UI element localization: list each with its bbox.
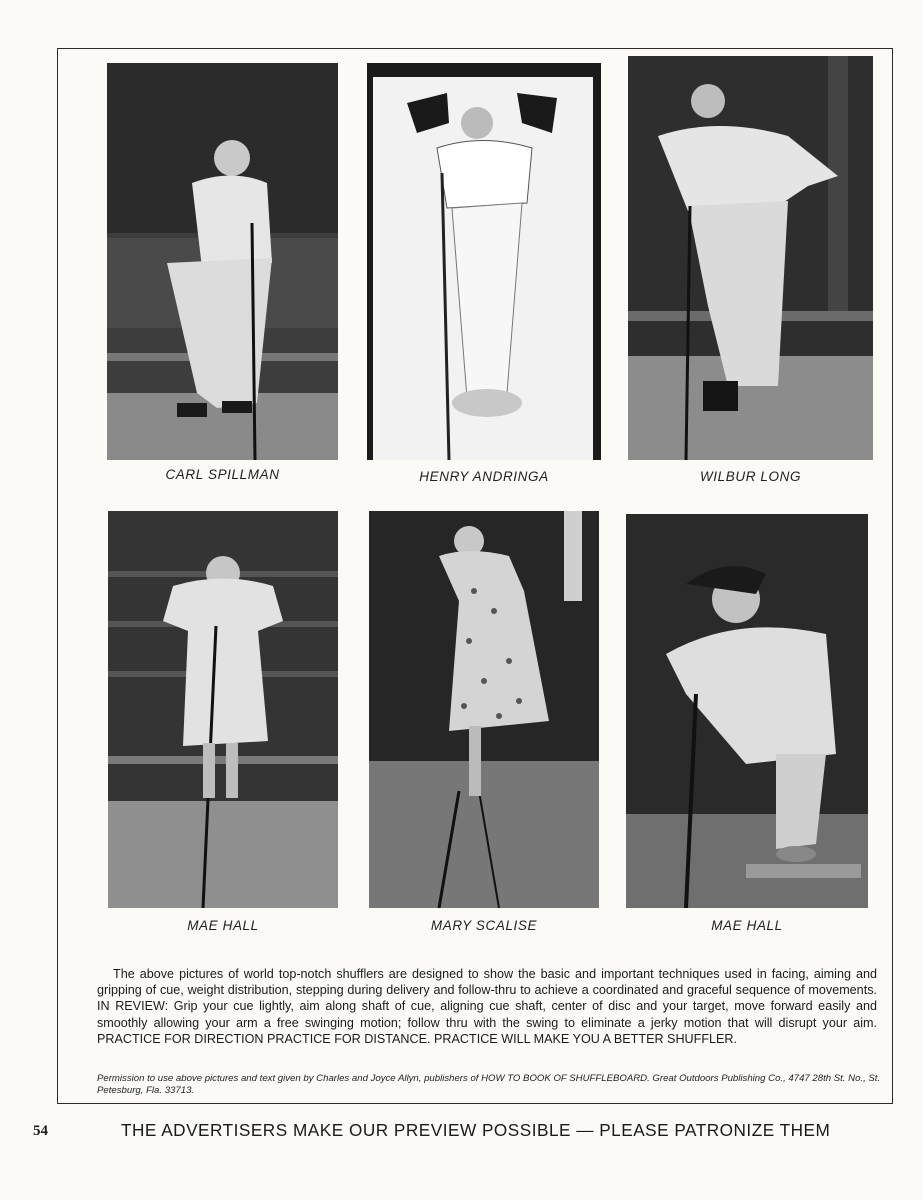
body-paragraph: The above pictures of world top-notch shufflers are designed to show the basic and important techniques used in facing, aiming and gripping of cue, weight distribution, stepping during delivery and follow-thru to achieve a coordinated and graceful sequence of movements. IN REVIEW: Grip your cue lightly, aim along shaft of cue, aligning cue shaft, center of disc and your target, move forward easily and smoothly allowing your arm a free swinging motion; follow thru with the swing to eliminate a jerky motion that will disrupt your aim. PRACTICE FOR DIRECTION PRACTICE FOR DISTANCE. PRACTICE WILL MAKE YOU A BETTER SHUFFLER.	[97, 967, 877, 1046]
photo-mary-scalise	[369, 511, 599, 908]
caption-mary-scalise: MARY SCALISE	[430, 918, 538, 933]
page-footer	[33, 1120, 893, 1144]
caption-henry-andringa: HENRY ANDRINGA	[419, 469, 549, 484]
photo-henry-andringa	[367, 63, 601, 460]
caption-carl-spillman: CARL SPILLMAN	[165, 467, 280, 482]
photo-mae-hall-1	[108, 511, 338, 908]
photo-carl-spillman	[107, 63, 338, 460]
page-number: 54	[33, 1123, 48, 1139]
permission-credit: Permission to use above pictures and text given by Charles and Joyce Allyn, publishers of HOW TO BOOK OF SHUFFLEBOARD. Great Outdoors Publishing Co., 4747 28th St. No., St. Petesburg, Fla. 33713.	[97, 1073, 881, 1096]
photo-mae-hall-2	[626, 514, 868, 908]
caption-mae-hall-1: MAE HALL	[187, 918, 259, 933]
caption-mae-hall-2: MAE HALL	[711, 918, 783, 933]
footer-slogan: THE ADVERTISERS MAKE OUR PREVIEW POSSIBLE — PLEASE PATRONIZE THEM	[121, 1120, 831, 1140]
caption-wilbur-long: WILBUR LONG	[699, 469, 802, 484]
photo-wilbur-long	[628, 56, 873, 460]
